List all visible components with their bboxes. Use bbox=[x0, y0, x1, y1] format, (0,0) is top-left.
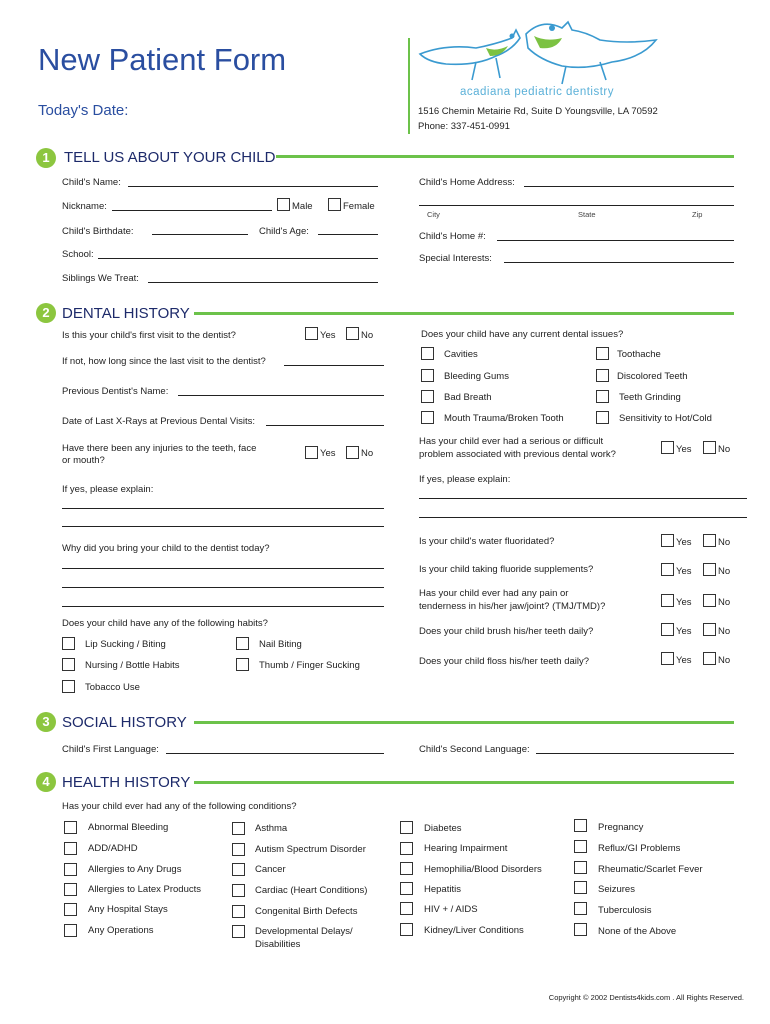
injuries-label-2: or mouth? bbox=[62, 455, 105, 466]
condition-label: Cardiac (Heart Conditions) bbox=[255, 885, 368, 896]
condition-label: Cancer bbox=[255, 864, 286, 875]
fluoridated-no-checkbox[interactable] bbox=[703, 534, 716, 547]
issue-label: Mouth Trauma/Broken Tooth bbox=[444, 413, 564, 424]
condition-checkbox[interactable] bbox=[574, 861, 587, 874]
section-2-title: DENTAL HISTORY bbox=[62, 305, 190, 322]
copyright-footer: Copyright © 2002 Dentists4kids.com . All Rights Reserved. bbox=[548, 993, 744, 1002]
yes-label: Yes bbox=[320, 448, 336, 459]
condition-label: Diabetes bbox=[424, 823, 462, 834]
section-4-number: 4 bbox=[36, 772, 56, 792]
why-line-1[interactable] bbox=[62, 568, 384, 569]
yes-label: Yes bbox=[676, 597, 692, 608]
no-label: No bbox=[718, 655, 731, 666]
injuries-yes-checkbox[interactable] bbox=[305, 446, 318, 459]
yes-label: Yes bbox=[676, 655, 692, 666]
first-visit-yes-checkbox[interactable] bbox=[305, 327, 318, 340]
city-label: City bbox=[427, 210, 440, 219]
condition-checkbox[interactable] bbox=[232, 822, 245, 835]
first-language-field[interactable] bbox=[166, 753, 384, 754]
section-3-number: 3 bbox=[36, 712, 56, 732]
conditions-question: Has your child ever had any of the following conditions? bbox=[62, 801, 297, 812]
home-address-field[interactable] bbox=[524, 186, 734, 187]
condition-checkbox[interactable] bbox=[400, 821, 413, 834]
explain-line-2[interactable] bbox=[62, 526, 384, 527]
first-language-label: Child's First Language: bbox=[62, 744, 159, 755]
condition-label: Developmental Delays/ bbox=[255, 926, 353, 937]
serious-label-1: Has your child ever had a serious or difficult bbox=[419, 436, 604, 447]
no-label: No bbox=[718, 537, 731, 548]
habit-checkbox[interactable] bbox=[62, 637, 75, 650]
condition-checkbox[interactable] bbox=[232, 843, 245, 856]
explain2-line-2[interactable] bbox=[419, 517, 747, 518]
brush-no-checkbox[interactable] bbox=[703, 623, 716, 636]
condition-checkbox[interactable] bbox=[400, 902, 413, 915]
zip-label: Zip bbox=[692, 210, 703, 219]
condition-label: ADD/ADHD bbox=[88, 843, 138, 854]
childs-name-field[interactable] bbox=[128, 186, 378, 187]
condition-label: HIV + / AIDS bbox=[424, 904, 478, 915]
issue-checkbox[interactable] bbox=[596, 347, 609, 360]
page-title: New Patient Form bbox=[38, 42, 287, 77]
condition-checkbox[interactable] bbox=[574, 923, 587, 936]
condition-label: Kidney/Liver Conditions bbox=[424, 925, 524, 936]
since-last-field[interactable] bbox=[284, 365, 384, 366]
explain-line-1[interactable] bbox=[62, 508, 384, 509]
siblings-label: Siblings We Treat: bbox=[62, 273, 139, 284]
xrays-field[interactable] bbox=[266, 425, 384, 426]
issue-label: Teeth Grinding bbox=[619, 392, 681, 403]
no-label: No bbox=[718, 597, 731, 608]
section-2-rule bbox=[194, 312, 734, 315]
issue-checkbox[interactable] bbox=[421, 411, 434, 424]
condition-checkbox[interactable] bbox=[64, 924, 77, 937]
condition-checkbox[interactable] bbox=[400, 882, 413, 895]
pain-no-checkbox[interactable] bbox=[703, 594, 716, 607]
since-last-label: If not, how long since the last visit to the dentist? bbox=[62, 356, 266, 367]
issue-label: Discolored Teeth bbox=[617, 371, 688, 382]
todays-date-label: Today's Date: bbox=[38, 102, 129, 119]
yes-label: Yes bbox=[320, 330, 336, 341]
condition-checkbox[interactable] bbox=[232, 884, 245, 897]
section-1-rule bbox=[276, 155, 734, 158]
condition-checkbox[interactable] bbox=[400, 842, 413, 855]
birthdate-field[interactable] bbox=[152, 234, 248, 235]
first-visit-question: Is this your child's first visit to the dentist? bbox=[62, 330, 236, 341]
condition-label: Rheumatic/Scarlet Fever bbox=[598, 864, 703, 875]
home-number-label: Child's Home #: bbox=[419, 231, 486, 242]
issue-checkbox[interactable] bbox=[421, 390, 434, 403]
condition-checkbox[interactable] bbox=[400, 923, 413, 936]
condition-checkbox[interactable] bbox=[574, 840, 587, 853]
supplements-no-checkbox[interactable] bbox=[703, 563, 716, 576]
issue-label: Cavities bbox=[444, 349, 478, 360]
no-label: No bbox=[361, 330, 374, 341]
floss-question: Does your child floss his/her teeth daily? bbox=[419, 656, 590, 667]
no-label: No bbox=[718, 626, 731, 637]
section-3-title: SOCIAL HISTORY bbox=[62, 714, 187, 731]
condition-label: Any Operations bbox=[88, 925, 154, 936]
practice-address bbox=[418, 104, 658, 134]
yes-label: Yes bbox=[676, 537, 692, 548]
habit-label: Tobacco Use bbox=[85, 682, 140, 693]
condition-label: None of the Above bbox=[598, 926, 677, 937]
habit-label: Nail Biting bbox=[259, 639, 302, 650]
condition-label: Reflux/GI Problems bbox=[598, 843, 681, 854]
serious-no-checkbox[interactable] bbox=[703, 441, 716, 454]
issue-label: Bleeding Gums bbox=[444, 371, 509, 382]
habit-checkbox[interactable] bbox=[62, 680, 75, 693]
fluoridated-yes-checkbox[interactable] bbox=[661, 534, 674, 547]
explain2-line-1[interactable] bbox=[419, 498, 747, 499]
condition-label: Hemophilia/Blood Disorders bbox=[424, 864, 542, 875]
birthdate-label: Child's Birthdate: bbox=[62, 226, 134, 237]
condition-label: Allergies to Latex Products bbox=[88, 884, 202, 895]
fluoridated-question: Is your child's water fluoridated? bbox=[419, 536, 555, 547]
habit-checkbox[interactable] bbox=[236, 658, 249, 671]
section-1-number: 1 bbox=[36, 148, 56, 168]
childs-name-label: Child's Name: bbox=[62, 177, 121, 188]
explain2-label: If yes, please explain: bbox=[419, 474, 511, 485]
habit-checkbox[interactable] bbox=[62, 658, 75, 671]
state-label: State bbox=[578, 210, 596, 219]
serious-label-2: problem associated with previous dental work? bbox=[419, 449, 616, 460]
habits-question: Does your child have any of the following habits? bbox=[62, 618, 268, 629]
second-language-field[interactable] bbox=[536, 753, 734, 754]
interests-label: Special Interests: bbox=[419, 253, 492, 264]
condition-checkbox[interactable] bbox=[232, 905, 245, 918]
condition-checkbox[interactable] bbox=[64, 821, 77, 834]
condition-label: Any Hospital Stays bbox=[88, 904, 168, 915]
male-checkbox[interactable] bbox=[277, 198, 290, 211]
nickname-field[interactable] bbox=[112, 210, 272, 211]
no-label: No bbox=[718, 444, 731, 455]
condition-label: Hearing Impairment bbox=[424, 843, 508, 854]
condition-checkbox[interactable] bbox=[574, 819, 587, 832]
supplements-question: Is your child taking fluoride supplements? bbox=[419, 564, 594, 575]
issue-checkbox[interactable] bbox=[421, 369, 434, 382]
no-label: No bbox=[361, 448, 374, 459]
brand-name: acadiana pediatric dentistry bbox=[460, 86, 614, 98]
injuries-no-checkbox[interactable] bbox=[346, 446, 359, 459]
condition-checkbox[interactable] bbox=[64, 883, 77, 896]
condition-label: Tuberculosis bbox=[598, 905, 652, 916]
pain-yes-checkbox[interactable] bbox=[661, 594, 674, 607]
condition-label: Hepatitis bbox=[424, 884, 461, 895]
section-4-title: HEALTH HISTORY bbox=[62, 774, 191, 791]
header-divider bbox=[408, 38, 410, 134]
yes-label: Yes bbox=[676, 626, 692, 637]
condition-label: Seizures bbox=[598, 884, 635, 895]
issue-checkbox[interactable] bbox=[596, 411, 609, 424]
issue-label: Toothache bbox=[617, 349, 661, 360]
habit-label: Nursing / Bottle Habits bbox=[85, 660, 180, 671]
why-line-2[interactable] bbox=[62, 587, 384, 588]
female-label: Female bbox=[343, 201, 375, 212]
explain-label: If yes, please explain: bbox=[62, 484, 154, 495]
condition-label: Allergies to Any Drugs bbox=[88, 864, 182, 875]
alligator-logo-icon bbox=[416, 14, 666, 88]
serious-yes-checkbox[interactable] bbox=[661, 441, 674, 454]
why-label: Why did you bring your child to the dentist today? bbox=[62, 543, 270, 554]
age-field[interactable] bbox=[318, 234, 378, 235]
school-field[interactable] bbox=[98, 258, 378, 259]
female-checkbox[interactable] bbox=[328, 198, 341, 211]
floss-yes-checkbox[interactable] bbox=[661, 652, 674, 665]
condition-label: Pregnancy bbox=[598, 822, 644, 833]
school-label: School: bbox=[62, 249, 94, 260]
section-2-number: 2 bbox=[36, 303, 56, 323]
home-address-line2[interactable] bbox=[419, 205, 734, 206]
issue-checkbox[interactable] bbox=[596, 390, 609, 403]
xrays-label: Date of Last X-Rays at Previous Dental Visits: bbox=[62, 416, 256, 427]
condition-label-cont: Disabilities bbox=[255, 939, 301, 950]
condition-checkbox[interactable] bbox=[400, 862, 413, 875]
phone-line: Phone: 337-451-0991 bbox=[418, 121, 510, 132]
condition-checkbox[interactable] bbox=[232, 925, 245, 938]
injuries-label-1: Have there been any injuries to the teeth, face bbox=[62, 443, 257, 454]
habit-checkbox[interactable] bbox=[236, 637, 249, 650]
pain-label-1: Has your child ever had any pain or bbox=[419, 588, 569, 599]
condition-label: Autism Spectrum Disorder bbox=[255, 844, 366, 855]
yes-label: Yes bbox=[676, 444, 692, 455]
condition-label: Congenital Birth Defects bbox=[255, 906, 358, 917]
condition-checkbox[interactable] bbox=[574, 881, 587, 894]
yes-label: Yes bbox=[676, 566, 692, 577]
condition-checkbox[interactable] bbox=[232, 863, 245, 876]
condition-label: Asthma bbox=[255, 823, 288, 834]
section-3-rule bbox=[194, 721, 734, 724]
prev-dentist-label: Previous Dentist's Name: bbox=[62, 386, 169, 397]
condition-checkbox[interactable] bbox=[574, 902, 587, 915]
second-language-label: Child's Second Language: bbox=[419, 744, 530, 755]
home-number-field[interactable] bbox=[497, 240, 734, 241]
siblings-field[interactable] bbox=[148, 282, 378, 283]
floss-no-checkbox[interactable] bbox=[703, 652, 716, 665]
issue-label: Bad Breath bbox=[444, 392, 492, 403]
habit-label: Thumb / Finger Sucking bbox=[259, 660, 360, 671]
section-1-title: TELL US ABOUT YOUR CHILD bbox=[64, 149, 276, 166]
condition-checkbox[interactable] bbox=[64, 863, 77, 876]
interests-field[interactable] bbox=[504, 262, 734, 263]
brush-question: Does your child brush his/her teeth daily? bbox=[419, 626, 594, 637]
home-address-label: Child's Home Address: bbox=[419, 177, 515, 188]
pain-label-2: tenderness in his/her jaw/joint? (TMJ/TMD)? bbox=[419, 601, 606, 612]
condition-checkbox[interactable] bbox=[64, 842, 77, 855]
supplements-yes-checkbox[interactable] bbox=[661, 563, 674, 576]
condition-label: Abnormal Bleeding bbox=[88, 822, 169, 833]
section-4-rule bbox=[194, 781, 734, 784]
nickname-label: Nickname: bbox=[62, 201, 107, 212]
age-label: Child's Age: bbox=[259, 226, 309, 237]
why-line-3[interactable] bbox=[62, 606, 384, 607]
address-line: 1516 Chemin Metairie Rd, Suite D Youngsville, LA 70592 bbox=[418, 106, 658, 117]
issues-question: Does your child have any current dental issues? bbox=[421, 329, 624, 340]
no-label: No bbox=[718, 566, 731, 577]
condition-checkbox[interactable] bbox=[64, 903, 77, 916]
habit-label: Lip Sucking / Biting bbox=[85, 639, 166, 650]
brush-yes-checkbox[interactable] bbox=[661, 623, 674, 636]
prev-dentist-field[interactable] bbox=[178, 395, 384, 396]
issue-checkbox[interactable] bbox=[596, 369, 609, 382]
issue-checkbox[interactable] bbox=[421, 347, 434, 360]
issue-label: Sensitivity to Hot/Cold bbox=[619, 413, 712, 424]
first-visit-no-checkbox[interactable] bbox=[346, 327, 359, 340]
male-label: Male bbox=[292, 201, 313, 212]
